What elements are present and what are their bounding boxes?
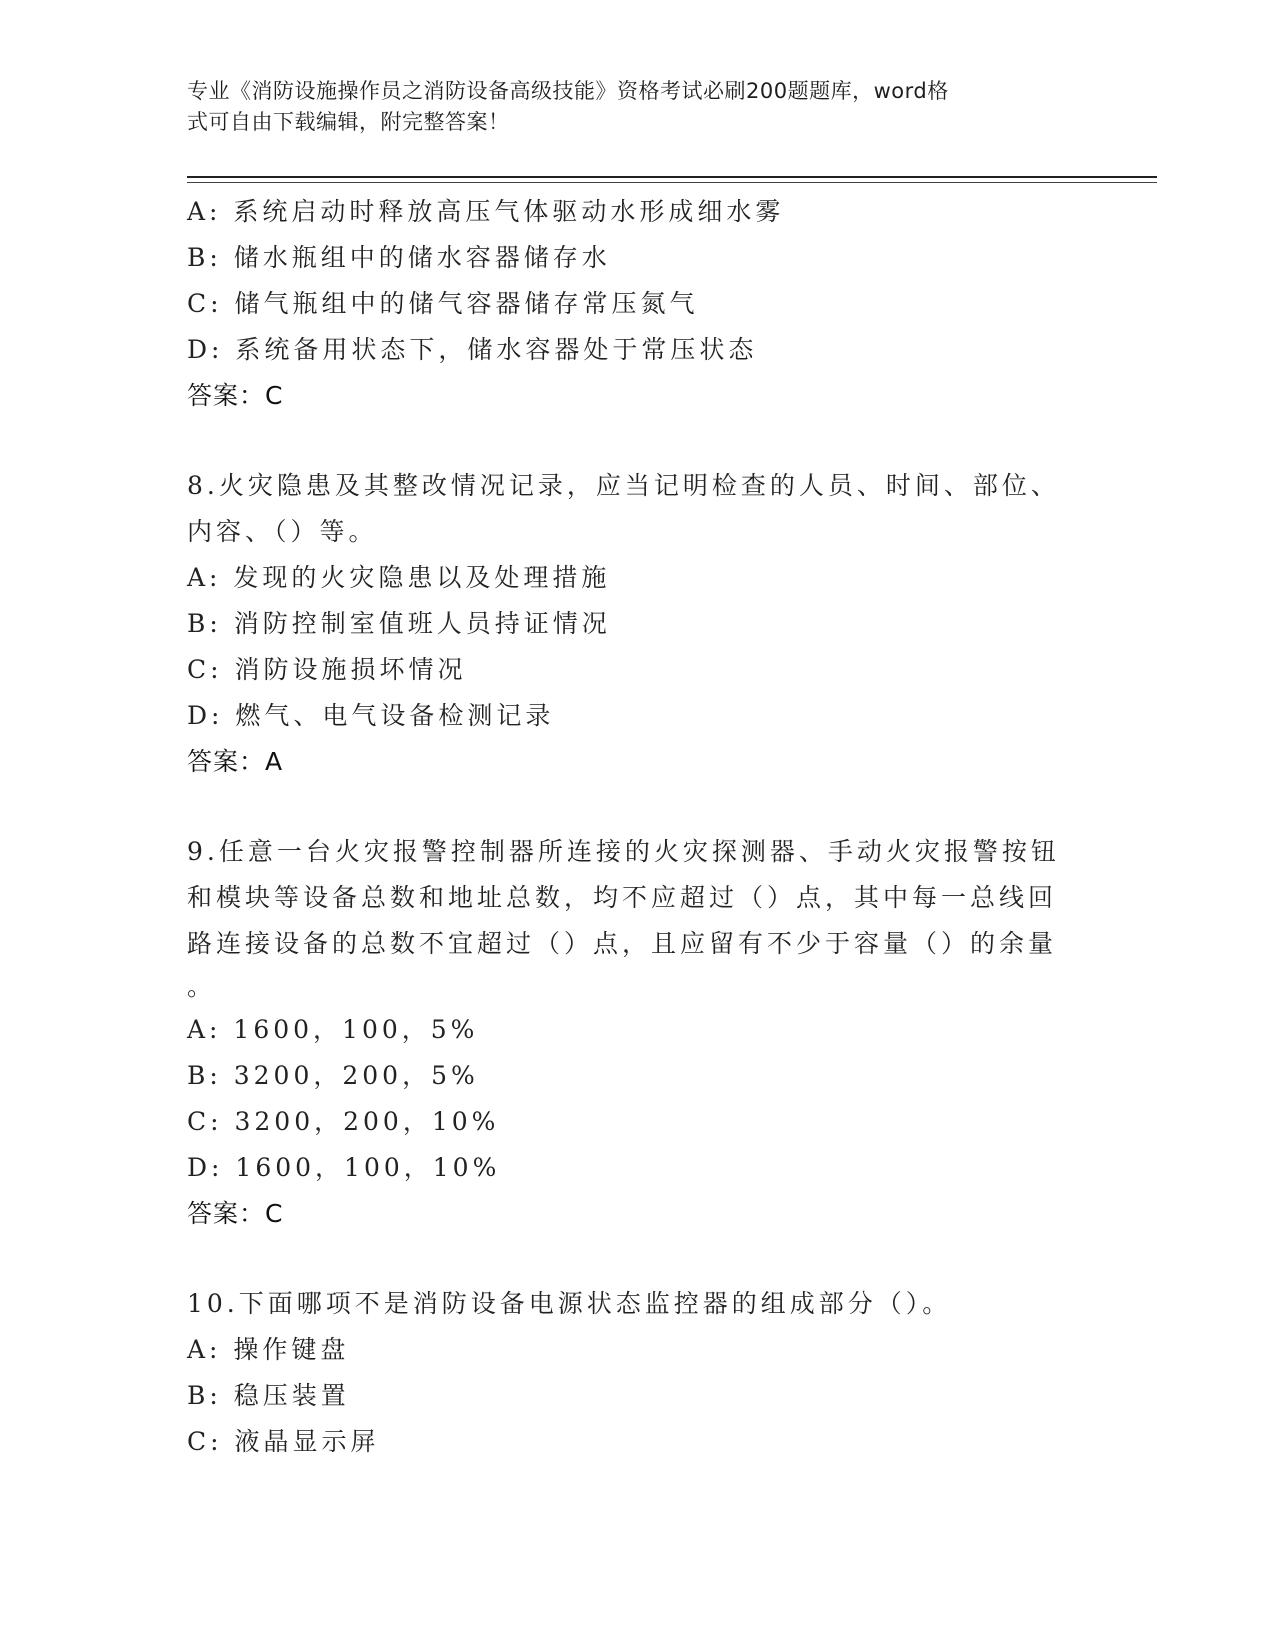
document-header bbox=[187, 76, 1057, 138]
answer-label: 答案：A bbox=[187, 747, 284, 776]
question-9 bbox=[187, 829, 1067, 1237]
option-d: D: 燃气、电气设备检测记录 bbox=[187, 701, 555, 730]
question-text-line: 10.下面哪项不是消防设备电源状态监控器的组成部分（）。 bbox=[187, 1289, 952, 1318]
question-8 bbox=[187, 463, 1067, 785]
question-text-line: 9.任意一台火灾报警控制器所连接的火灾探测器、手动火灾报警按钮 bbox=[187, 837, 1060, 866]
answer-label: 答案：C bbox=[187, 1199, 284, 1228]
question-7 bbox=[187, 189, 1067, 419]
option-a: A: 系统启动时释放高压气体驱动水形成细水雾 bbox=[187, 197, 785, 226]
option-b: B: 消防控制室值班人员持证情况 bbox=[187, 609, 611, 638]
option-c: C: 消防设施损坏情况 bbox=[187, 655, 467, 684]
header-line-2: 式可自由下载编辑，附完整答案！ bbox=[187, 110, 510, 134]
option-c: C: 3200，200，10% bbox=[187, 1107, 500, 1136]
header-rule-thick bbox=[187, 176, 1157, 178]
question-text-line: 内容、（）等。 bbox=[187, 517, 378, 546]
option-d: D: 1600，100，10% bbox=[187, 1153, 501, 1182]
option-a: A: 1600，100，5% bbox=[187, 1015, 479, 1044]
question-text-line: 。 bbox=[187, 972, 217, 1001]
question-list bbox=[187, 189, 1067, 1465]
option-b: B: 3200，200，5% bbox=[187, 1061, 479, 1090]
question-text-line: 和模块等设备总数和地址总数，均不应超过（）点，其中每一总线回 bbox=[187, 883, 1058, 912]
option-c: C: 储气瓶组中的储气容器储存常压氮气 bbox=[187, 289, 699, 318]
question-10 bbox=[187, 1281, 1067, 1465]
option-b: B: 储水瓶组中的储水容器储存水 bbox=[187, 243, 611, 272]
option-b: B: 稳压装置 bbox=[187, 1381, 350, 1410]
option-c: C: 液晶显示屏 bbox=[187, 1427, 380, 1456]
option-a: A: 操作键盘 bbox=[187, 1335, 350, 1364]
header-rule-thin bbox=[187, 182, 1157, 183]
question-text-line: 8.火灾隐患及其整改情况记录，应当记明检查的人员、时间、部位、 bbox=[187, 471, 1060, 500]
option-d: D: 系统备用状态下，储水容器处于常压状态 bbox=[187, 335, 758, 364]
header-line-1: 专业《消防设施操作员之消防设备高级技能》资格考试必刷200题题库，word格 bbox=[187, 79, 949, 103]
question-text-line: 路连接设备的总数不宜超过（）点，且应留有不少于容量（）的余量 bbox=[187, 929, 1058, 958]
option-a: A: 发现的火灾隐患以及处理措施 bbox=[187, 563, 611, 592]
answer-label: 答案：C bbox=[187, 381, 284, 410]
